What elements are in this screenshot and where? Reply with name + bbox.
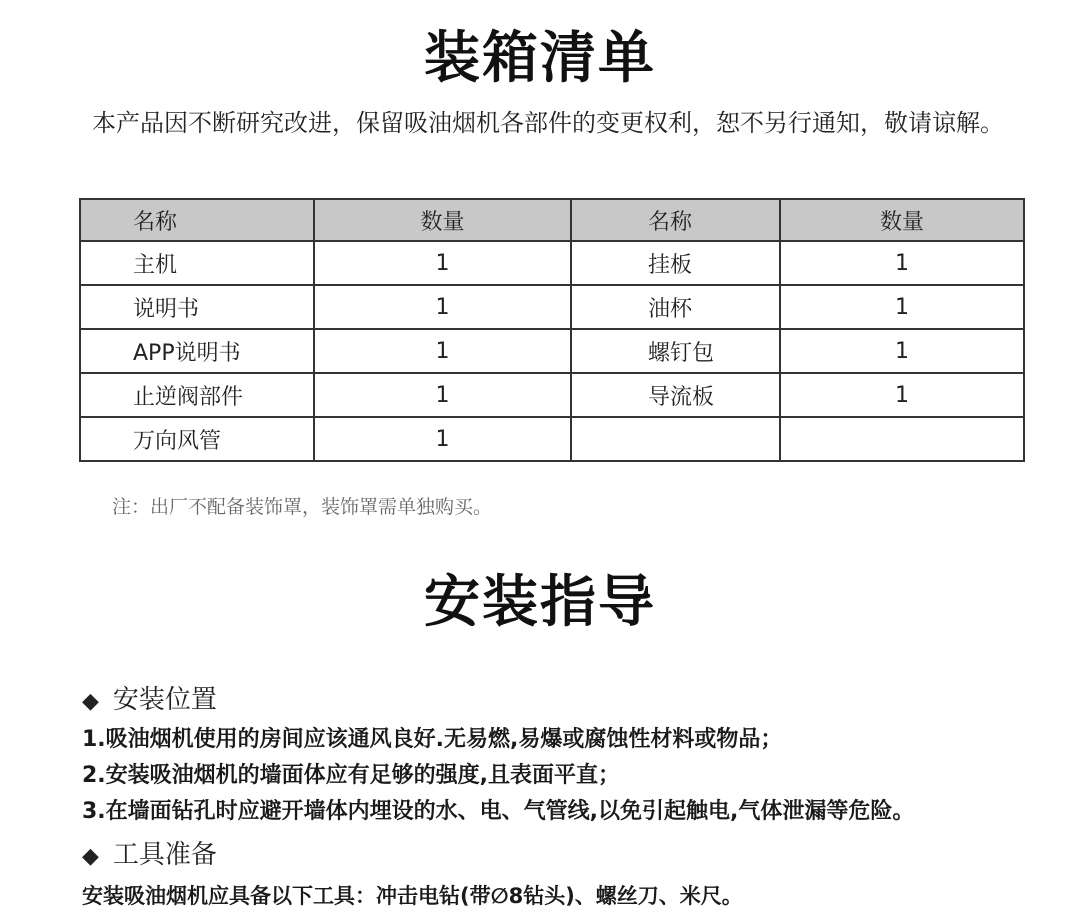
- table-header-row: [80, 199, 1024, 241]
- item-name: 导流板: [571, 373, 780, 417]
- diamond-bullet-icon: ◆: [82, 844, 99, 869]
- section-heading-location: [82, 679, 217, 716]
- item-name: APP说明书: [80, 329, 314, 373]
- section-heading-tools: [82, 834, 217, 871]
- tools-text: 安装吸油烟机应具备以下工具：冲击电钻(带∅8钻头)、螺丝刀、米尺。: [82, 884, 743, 908]
- item-name: 说明书: [80, 285, 314, 329]
- diamond-bullet-icon: ◆: [82, 689, 99, 714]
- item-qty: 1: [780, 241, 1024, 285]
- intro-paragraph: 本产品因不断研究改进，保留吸油烟机各部件的变更权利，恕不另行通知，敬请谅解。: [92, 109, 1004, 137]
- item-name: 螺钉包: [571, 329, 780, 373]
- item-qty: 1: [780, 373, 1024, 417]
- table-row: [80, 241, 1024, 285]
- item-name: 主机: [80, 241, 314, 285]
- item-qty: 1: [314, 241, 571, 285]
- header-qty-2: 数量: [780, 199, 1024, 241]
- item-qty: [780, 417, 1024, 461]
- location-item: 2.安装吸油烟机的墙面体应有足够的强度,且表面平直；: [82, 763, 621, 788]
- item-qty: 1: [314, 417, 571, 461]
- table-row: [80, 373, 1024, 417]
- header-name-2: 名称: [571, 199, 780, 241]
- item-qty: 1: [314, 373, 571, 417]
- item-name: 油杯: [571, 285, 780, 329]
- item-name: 止逆阀部件: [80, 373, 314, 417]
- header-qty-1: 数量: [314, 199, 571, 241]
- packing-note: 注：出厂不配备装饰罩，装饰罩需单独购买。: [112, 496, 493, 518]
- item-qty: 1: [314, 285, 571, 329]
- item-qty: 1: [314, 329, 571, 373]
- packing-list-title: 装箱清单: [424, 26, 656, 91]
- table-row: [80, 285, 1024, 329]
- item-qty: 1: [780, 329, 1024, 373]
- table-row: [80, 417, 1024, 461]
- packing-table: [79, 198, 1025, 462]
- item-name: 万向风管: [80, 417, 314, 461]
- install-guide-title: 安装指导: [424, 570, 656, 635]
- table-row: [80, 329, 1024, 373]
- location-item: 3.在墙面钻孔时应避开墙体内埋设的水、电、气管线,以免引起触电,气体泄漏等危险。: [82, 799, 915, 824]
- section-heading-text: 安装位置: [112, 685, 217, 715]
- item-name: [571, 417, 780, 461]
- location-item: 1.吸油烟机使用的房间应该通风良好.无易燃,易爆或腐蚀性材料或物品；: [82, 727, 783, 752]
- section-heading-text: 工具准备: [112, 840, 217, 870]
- header-name-1: 名称: [80, 199, 314, 241]
- item-name: 挂板: [571, 241, 780, 285]
- item-qty: 1: [780, 285, 1024, 329]
